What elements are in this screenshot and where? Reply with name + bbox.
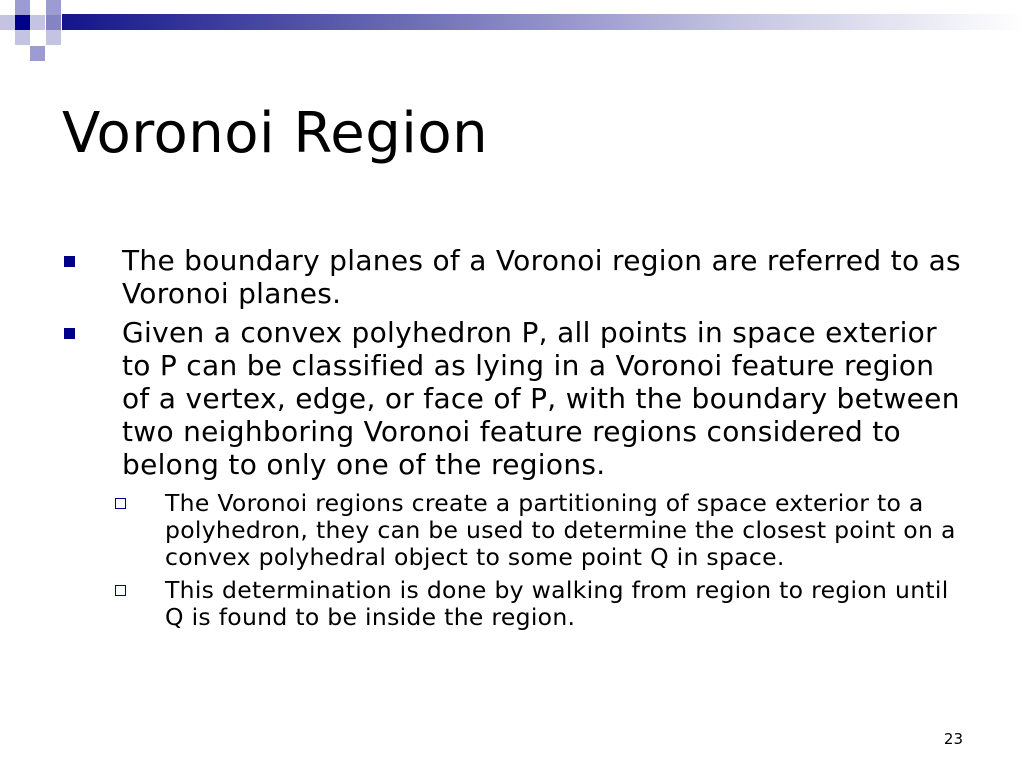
slide-title: Voronoi Region — [62, 101, 489, 166]
sub-bullet-item — [62, 490, 962, 571]
deco-square — [30, 15, 45, 30]
bullet-text: The boundary planes of a Voronoi region are referred to as Voronoi planes. — [122, 244, 961, 310]
deco-square — [0, 0, 15, 15]
deco-square — [46, 0, 61, 15]
deco-square — [15, 30, 30, 45]
bullet-item — [62, 244, 962, 310]
sub-bullet-text: The Voronoi regions create a partitioning of space exterior to a polyhedron, they can be used to determine the closest point on a convex polyhedral object to some point Q in space. — [165, 489, 956, 571]
square-bullet-icon — [64, 328, 75, 339]
hollow-square-bullet-icon — [115, 498, 126, 509]
bullet-item — [62, 316, 962, 481]
sub-bullet-text: This determination is done by walking from region to region until Q is found to be inside the region. — [165, 576, 949, 631]
header-gradient-band — [62, 14, 1024, 30]
slide-content — [62, 244, 962, 637]
page-number: 23 — [943, 730, 963, 748]
deco-square — [15, 15, 30, 30]
deco-square — [15, 0, 30, 15]
deco-square — [30, 46, 45, 61]
sub-bullet-item — [62, 577, 962, 631]
hollow-square-bullet-icon — [115, 585, 126, 596]
bullet-text: Given a convex polyhedron P, all points in space exterior to P can be classified as lying in a Voronoi feature region of a vertex, edge, or face of P, with the boundary between two neighboring Voronoi feature regions considered to belong to only one of the regions. — [122, 316, 960, 481]
slide-header-decoration — [0, 0, 1024, 64]
deco-square — [0, 15, 15, 30]
deco-square — [46, 15, 61, 30]
square-bullet-icon — [64, 256, 75, 267]
deco-square — [46, 30, 61, 45]
